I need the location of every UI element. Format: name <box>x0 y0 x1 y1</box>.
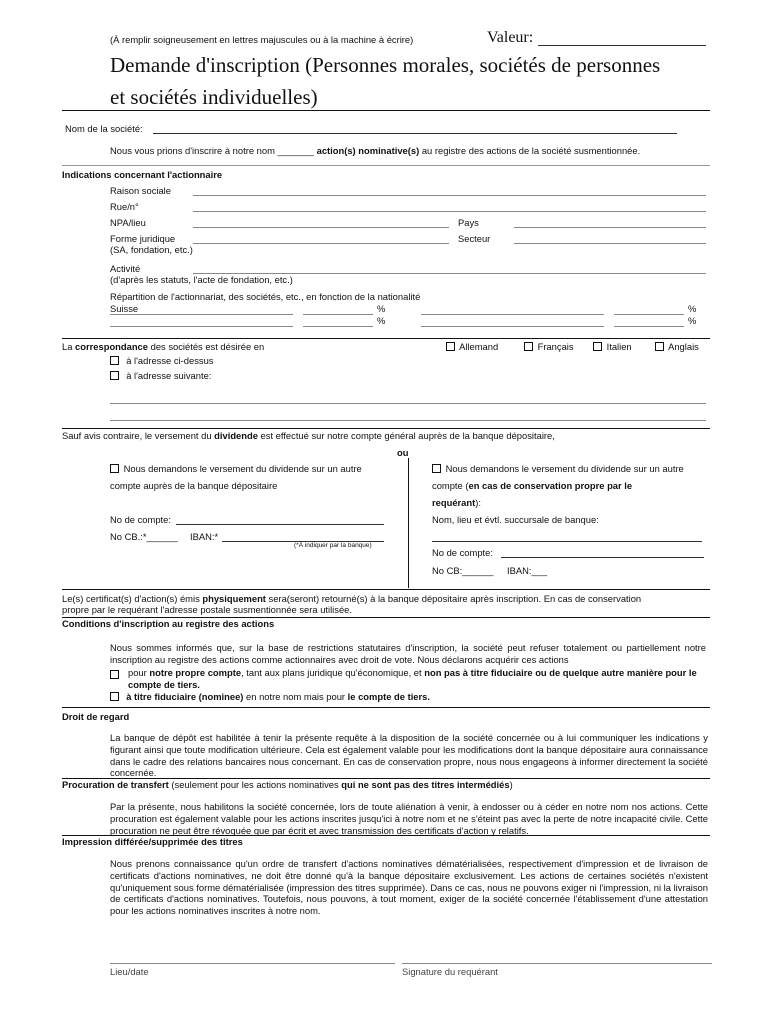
language-italien[interactable] <box>593 341 632 353</box>
certificates-prefix: Le(s) certificat(s) d'action(s) émis <box>62 593 200 604</box>
forme-juridique-label: Forme juridique <box>110 233 176 244</box>
checkbox[interactable] <box>432 464 441 473</box>
percent-3-field[interactable] <box>614 314 684 315</box>
option-address-above[interactable] <box>110 355 213 367</box>
transfert-heading-bold: Procuration de transfert <box>62 779 169 790</box>
percent-sign: % <box>377 303 386 314</box>
opt2-b: en notre nom mais pour <box>246 691 346 702</box>
valeur-field[interactable] <box>538 45 706 46</box>
lieu-date-label: Lieu/date <box>110 966 149 977</box>
option-label: Nous demandons le versement du dividende sur un autre <box>445 463 684 474</box>
option-label: à l'adresse ci-dessus <box>126 355 214 366</box>
valeur-label: Valeur: <box>487 29 534 46</box>
company-name-label: Nom de la société: <box>65 123 143 134</box>
dividend-intro-bold: dividende <box>214 430 258 441</box>
percent-4-field[interactable] <box>614 326 684 327</box>
dividend-intro-prefix: Sauf avis contraire, le versement du <box>62 430 212 441</box>
language-label: Français <box>537 341 574 352</box>
left-iban-note: (*À indiquer par la banque) <box>294 542 372 549</box>
percent-2-field[interactable] <box>303 326 373 327</box>
option-own-account <box>128 667 708 691</box>
divider <box>62 428 710 429</box>
dividend-intro <box>62 430 555 442</box>
opt1-a: pour <box>128 667 147 678</box>
fill-instruction: (À remplir soigneusement en lettres majuscules ou à la machine à écrire) <box>110 34 414 45</box>
right-cb-field[interactable]: No CB:______ <box>432 565 494 576</box>
language-anglais[interactable] <box>655 341 699 353</box>
request-suffix: au registre des actions de la société susmentionnée. <box>421 145 641 156</box>
right-bank-field[interactable] <box>432 541 702 542</box>
certificates-line1 <box>62 593 641 605</box>
certificates-bold: physiquement <box>202 593 266 604</box>
right-account-field[interactable] <box>501 557 704 558</box>
regard-paragraph: La banque de dépôt est habilitée à tenir la présente requête à la disposition de la société concernée ou à lui communiquer les indications y figurant ainsi que toute modification ultérieure. Cela est également valable pour les modifications dont la banque dépositaire aura connaissance dans le cadre des relations bancaires nous concernant. En cas de conservation propre, nous nous engageons à informer directement la société concernée. <box>110 732 708 779</box>
left-account-field[interactable] <box>176 524 384 525</box>
nationality-1-field[interactable] <box>110 314 293 315</box>
left-account-label: No de compte: <box>110 514 171 525</box>
alt-address-line-1[interactable] <box>110 403 706 404</box>
suisse-label: Suisse <box>110 303 139 314</box>
nationality-3-field[interactable] <box>421 314 604 315</box>
percent-sign: % <box>377 315 386 326</box>
option-address-following[interactable] <box>110 370 211 382</box>
language-label: Italien <box>606 341 632 352</box>
transfert-heading-bold2: qui ne sont pas des titres intermédiés <box>341 779 510 790</box>
correspondence-label <box>62 341 264 353</box>
checkbox[interactable] <box>110 670 119 679</box>
npa-field[interactable] <box>193 227 449 228</box>
request-prefix: Nous vous prions d'inscrire à notre nom _______ <box>110 145 314 156</box>
raison-sociale-field[interactable] <box>193 195 706 196</box>
page-title-line2: et sociétés individuelles) <box>110 85 318 109</box>
language-francais[interactable] <box>524 341 574 353</box>
correspondence-prefix: La <box>62 341 73 352</box>
option-own-account-checkbox[interactable] <box>110 669 121 681</box>
correspondence-suffix: des sociétés est désirée en <box>150 341 265 352</box>
conditions-heading: Conditions d'inscription au registre des actions <box>62 618 275 629</box>
checkbox[interactable] <box>110 464 119 473</box>
correspondence-bold: correspondance <box>75 341 148 352</box>
option-nominee[interactable] <box>110 691 430 703</box>
checkbox[interactable] <box>110 692 119 701</box>
secteur-label: Secteur <box>458 233 491 244</box>
company-name-field[interactable] <box>153 133 677 134</box>
left-iban-label: IBAN:* <box>190 531 219 542</box>
language-label: Allemand <box>459 341 499 352</box>
title-divider <box>62 110 710 111</box>
conditions-paragraph: Nous sommes informés que, sur la base de restrictions statutaires d'inscription, la société peut refuser totalement ou partiellement notre inscription au registre des actions comme actionnaires avec droit de vote. Nous déclarons acquérir ces actions <box>110 642 706 665</box>
percent-1-field[interactable] <box>303 314 373 315</box>
percent-sign: % <box>688 315 697 326</box>
request-bold: action(s) nominative(s) <box>316 145 420 156</box>
raison-sociale-label: Raison sociale <box>110 185 171 196</box>
checkbox[interactable] <box>446 342 455 351</box>
opt2-a: à titre fiduciaire (nominee) <box>126 691 244 702</box>
forme-juridique-hint: (SA, fondation, etc.) <box>110 244 193 255</box>
certificates-suffix: sera(seront) retourné(s) à la banque dépositaire après inscription. En cas de conservation <box>268 593 642 604</box>
right-line2-prefix: compte ( <box>432 480 469 491</box>
registration-request <box>110 145 640 157</box>
pays-field[interactable] <box>514 227 706 228</box>
repartition-label: Répartition de l'actionnariat, des sociétés, etc., en fonction de la nationalité <box>110 291 421 302</box>
divider <box>62 589 710 590</box>
language-label: Anglais <box>668 341 699 352</box>
column-divider <box>408 458 409 588</box>
right-account-label: No de compte: <box>432 547 493 558</box>
opt1-c: , tant aux plans juridique qu'économique, et <box>241 667 422 678</box>
opt2-c: le compte de tiers. <box>347 691 430 702</box>
right-iban-field[interactable]: IBAN:___ <box>507 565 548 576</box>
rue-label: Rue/n° <box>110 201 139 212</box>
option-label: à l'adresse suivante: <box>126 370 212 381</box>
dividend-left-line2: compte auprès de la banque dépositaire <box>110 480 278 491</box>
transfert-heading-mid: (seulement pour les actions nominatives <box>171 779 339 790</box>
shareholder-heading: Indications concernant l'actionnaire <box>62 169 223 180</box>
alt-address-line-2[interactable] <box>110 420 706 421</box>
dividend-intro-suffix: est effectué sur notre compte général auprès de la banque dépositaire, <box>260 430 555 441</box>
checkbox[interactable] <box>655 342 664 351</box>
language-allemand[interactable] <box>446 341 498 353</box>
impression-paragraph: Nous prenons connaissance qu'un ordre de transfert d'actions nominatives dématérialisées, respectivement d'impression et de livraison de certificats d'actions nominatives, ne doit être donné qu'à la banque dépositaire exclusivement. Les actions de certaines sociétés n'existent qu'uniquement sous forme dématérialisée (impression des titres supprimée). Dans ce cas, nous ne pouvons exiger ni l'impression, ni la livraison de certificats d'actions nominatives. Toutefois, nous pouvons, à tout moment, exiger de la société concernée l'établissement d'une attestation pour les actions nominatives inscrites à notre nom. <box>110 858 708 916</box>
transfert-heading <box>62 779 513 791</box>
signature-field[interactable] <box>402 963 712 964</box>
activite-label: Activité <box>110 263 141 274</box>
ou-label: ou <box>397 447 409 458</box>
nationality-2-field[interactable] <box>110 326 293 327</box>
rue-field[interactable] <box>193 211 706 212</box>
right-line2 <box>432 480 632 492</box>
nationality-4-field[interactable] <box>421 326 604 327</box>
divider <box>62 338 710 339</box>
right-line3-bold: requérant <box>432 497 476 508</box>
transfert-heading-end: ) <box>509 779 513 790</box>
signature-label: Signature du requérant <box>402 966 498 977</box>
right-line3 <box>432 497 481 509</box>
lieu-date-field[interactable] <box>110 963 395 964</box>
certificates-line2: propre par le requérant l'adresse postale susmentionnée sera utilisée. <box>62 604 352 615</box>
forme-juridique-field[interactable] <box>193 243 449 244</box>
percent-sign: % <box>688 303 697 314</box>
opt1-b: notre propre compte <box>149 667 242 678</box>
checkbox[interactable] <box>110 356 119 365</box>
activite-hint: (d'après les statuts, l'acte de fondation, etc.) <box>110 274 293 285</box>
checkbox[interactable] <box>524 342 533 351</box>
option-label: Nous demandons le versement du dividende sur un autre <box>123 463 362 474</box>
right-bank-label: Nom, lieu et évtl. succursale de banque: <box>432 514 599 525</box>
dividend-option-own-custody[interactable] <box>432 463 684 475</box>
opt1-d: non pas à titre fiduciaire ou de quelque autre <box>424 667 625 678</box>
impression-heading: Impression différée/supprimée des titres <box>62 836 243 847</box>
opt1-e: manière pour le compte de tiers. <box>128 667 697 690</box>
right-line2-bold: en cas de conservation propre par le <box>468 480 633 491</box>
divider <box>62 165 710 166</box>
page-title-line1: Demande d'inscription (Personnes morales, sociétés de personnes <box>110 53 661 77</box>
regard-heading: Droit de regard <box>62 711 130 722</box>
pays-label: Pays <box>458 217 479 228</box>
right-line3-suffix: ): <box>475 497 481 508</box>
divider <box>62 707 710 708</box>
transfert-paragraph: Par la présente, nous habilitons la société concernée, lors de toute aliénation à venir, à endosser ou à céder en notre nom nos actions. Cette procuration est également valable pour les actions inscrites jusqu'ici à notre nom et ne s'éteint pas avec la perte de notre incapacité civile. Cette procuration ne peut être révoquée que par écrit et avec transmission des certificats d'action y relatifs. <box>110 801 708 836</box>
secteur-field[interactable] <box>514 243 706 244</box>
checkbox[interactable] <box>593 342 602 351</box>
npa-label: NPA/lieu <box>110 217 146 228</box>
dividend-option-other-account[interactable] <box>110 463 362 475</box>
left-cb-field[interactable]: No CB.:*______ <box>110 531 178 542</box>
checkbox[interactable] <box>110 371 119 380</box>
